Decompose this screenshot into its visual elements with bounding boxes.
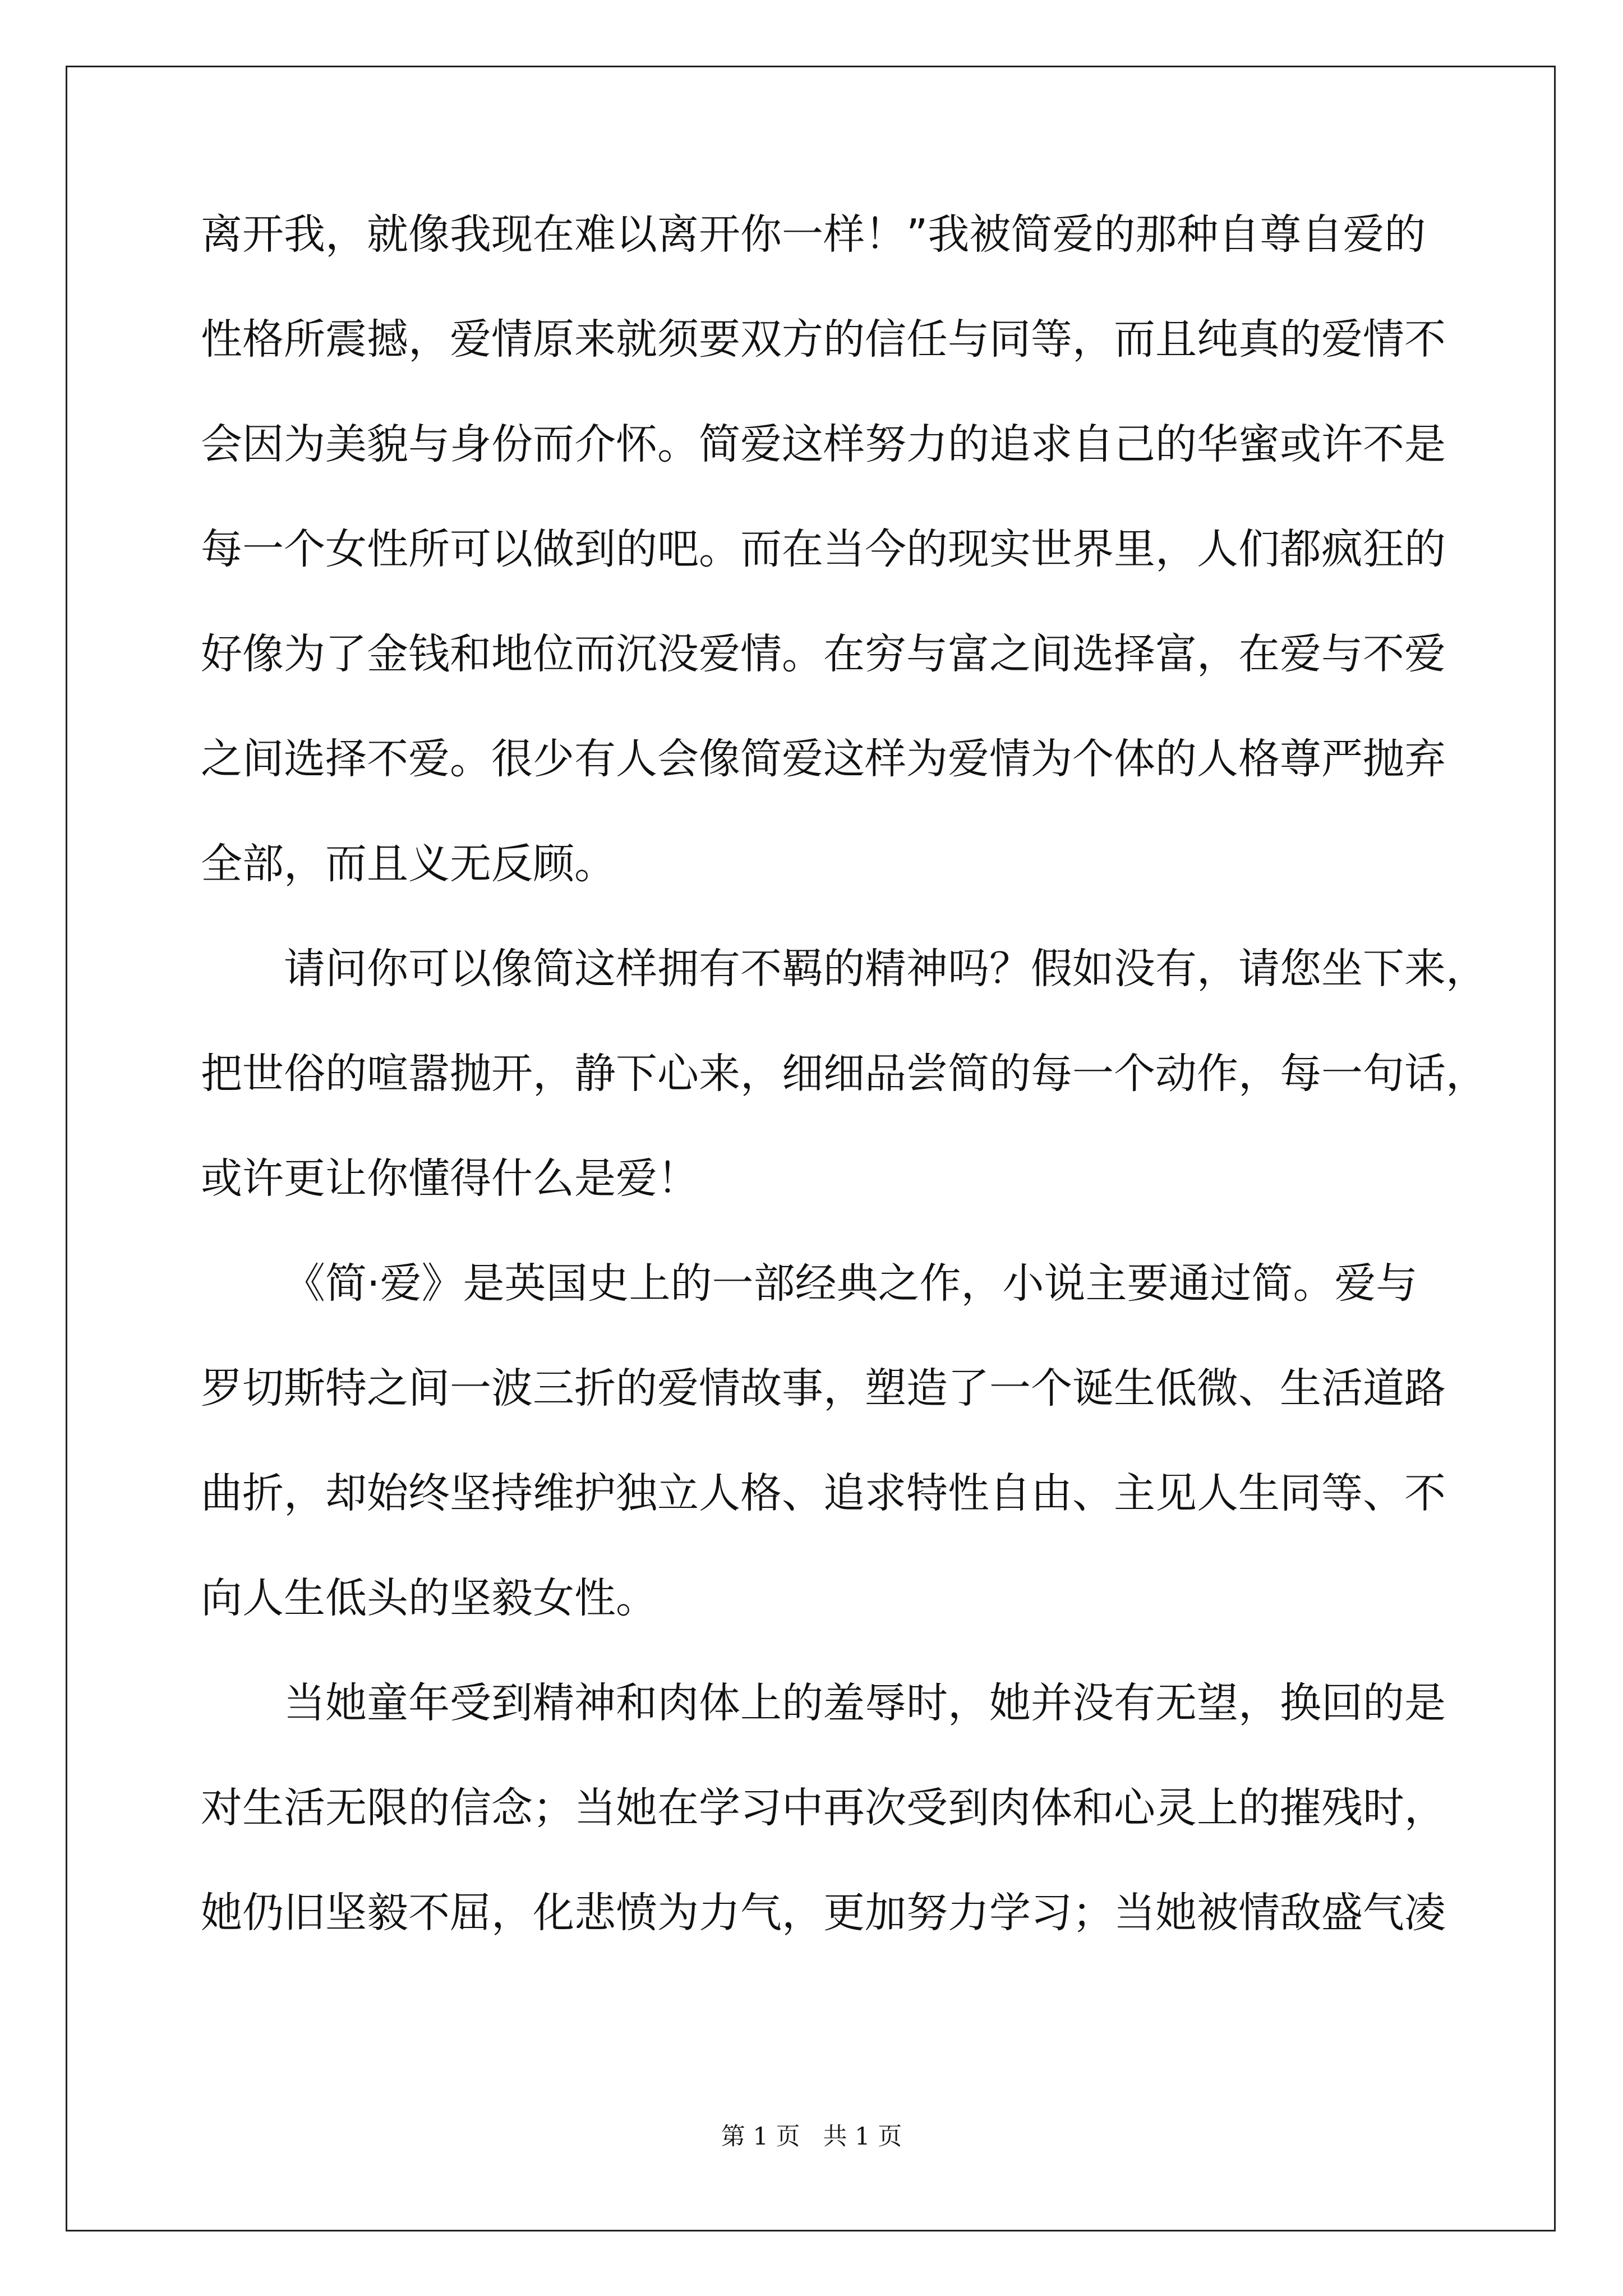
text-line: 会因为美貌与身份而介怀。简爱这样努力的追求自己的华蜜或许不是 <box>201 420 1446 468</box>
text-line: 请问你可以像简这样拥有不羁的精神吗？假如没有，请您坐下来， <box>284 945 1487 993</box>
text-line: 好像为了金钱和地位而沉没爱情。在穷与富之间选择富，在爱与不爱 <box>201 630 1446 678</box>
text-line: 性格所震撼，爱情原来就须要双方的信任与同等，而且纯真的爱情不 <box>201 315 1446 364</box>
text-line: 或许更让你懂得什么是爱！ <box>201 1154 699 1203</box>
text-line: 向人生低头的坚毅女性。 <box>201 1574 657 1622</box>
text-line: 之间选择不爱。很少有人会像简爱这样为爱情为个体的人格尊严抛弃 <box>201 735 1446 783</box>
text-line: 每一个女性所可以做到的吧。而在当今的现实世界里，人们都疯狂的 <box>201 525 1446 573</box>
text-line: 曲折，却始终坚持维护独立人格、追求特性自由、主见人生同等、不 <box>201 1469 1446 1517</box>
text-line: 对生活无限的信念；当她在学习中再次受到肉体和心灵上的摧残时， <box>201 1784 1446 1832</box>
page-footer: 第 1 页 共 1 页 <box>721 2123 902 2151</box>
text-line: 全部，而且义无反顾。 <box>201 840 616 888</box>
text-line: 把世俗的喧嚣抛开，静下心来，细细品尝简的每一个动作，每一句话， <box>201 1050 1487 1098</box>
text-line: 罗切斯特之间一波三折的爱情故事，塑造了一个诞生低微、生活道路 <box>201 1364 1446 1412</box>
text-line: 她仍旧坚毅不屈，化悲愤为力气，更加努力学习；当她被情敌盛气凌 <box>201 1889 1446 1937</box>
text-line: 离开我，就像我现在难以离开你一样！”我被简爱的那种自尊自爱的 <box>201 210 1426 259</box>
text-line: 当她童年受到精神和肉体上的羞辱时，她并没有无望，换回的是 <box>284 1679 1446 1727</box>
text-line: 《简·爱》是英国史上的一部经典之作，小说主要通过简。爱与 <box>284 1259 1418 1308</box>
